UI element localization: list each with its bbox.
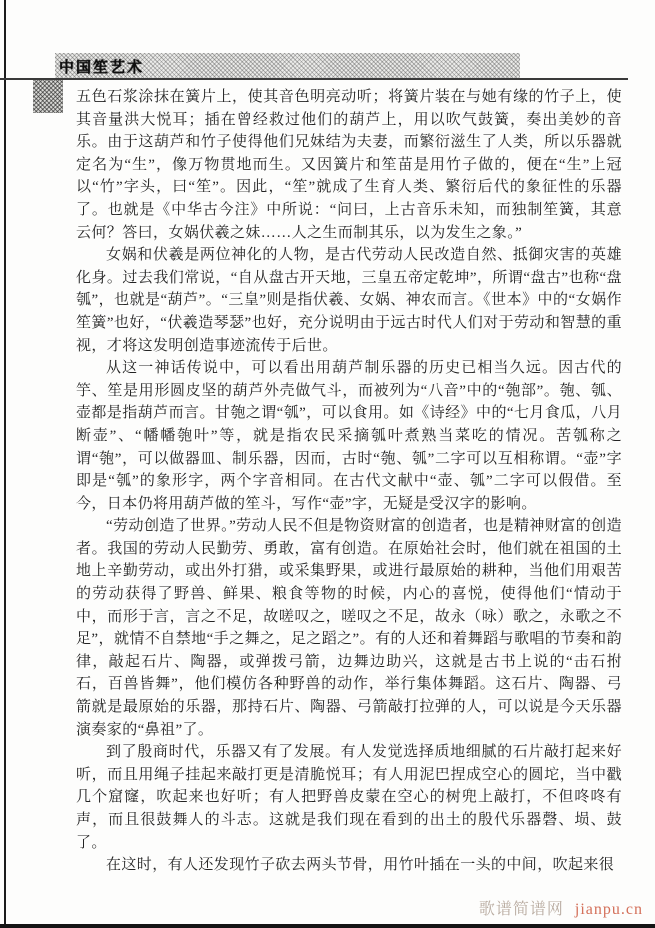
- scan-bottom-edge: [0, 924, 655, 928]
- body-paragraph: 在这时，有人还发现竹子砍去两头节骨，用竹叶插在一头的中间，吹起来很: [106, 857, 615, 874]
- watermark: [479, 896, 643, 919]
- book-title: 中国笙艺术: [59, 59, 145, 76]
- body-paragraph: 五色石浆涂抹在簧片上，使其音色明亮动听；将簧片装在与她有缘的竹子上，使其音量洪大悦耳；插在曾经救过他们的葫芦上，用以吹气鼓簧，奏出美妙的音乐。由于这葫芦和竹子使得他们兄妹结为夫妻，而繁衍滋生了人类，所以乐器就定名为“生”，像万物贯地而生。又因簧片和笙苗是用竹子做的，便在“生”上冠以“竹”字头，曰“笙”。因此，“笙”就成了生育人类、繁衍后代的象征性的乐器了。也就是《中华古今注》中所说：“问曰，上古音乐未知，而独制笙簧，其意云何？答曰，女娲伏羲之妹……人之生而制其乐，以为发生之象。”: [76, 89, 622, 241]
- page-number-block: [33, 80, 63, 113]
- body-paragraph: 女娲和伏羲是两位神化的人物，是古代劳动人民改造自然、抵御灾害的英雄化身。过去我们常说，“自从盘古开天地，三皇五帝定乾坤”，所谓“盘古”也称“盘瓠”，也就是“葫芦”。“三皇”则是指伏羲、女娲、神农而言。《世本》中的“女娲作笙簧”也好，“伏羲造琴瑟”也好，充分说明由于远古时代人们对于劳动和智慧的重视，才将这发明创造事迹流传于后世。: [76, 247, 622, 354]
- watermark-site-domain: jianpu.cn: [574, 901, 643, 918]
- body-paragraph: “劳动创造了世界。”劳动人民不但是物资财富的创造者，也是精神财富的创造者。我国的劳动人民勤劳、勇敢，富有创造。在原始社会时，他们就在祖国的土地上辛勤劳动，或出外打猎，或采集野果，或进行最原始的耕种，当他们用艰苦的劳动获得了野兽、鲜果、粮食等物的时候，内心的喜悦，使得他们“情动于中，而形于言，言之不足，故嗟叹之，嗟叹之不足，故永（咏）歌之，永歌之不足”，就情不自禁地“手之舞之，足之蹈之”。有的人还和着舞蹈与歌唱的节奏和韵律，敲起石片、陶器，或弹拨弓箭，边舞边助兴，这就是古书上说的“击石拊石，百兽皆舞”，他们模仿各种野兽的动作，举行集体舞蹈。这石片、陶器、弓箭就是最原始的乐器，那持石片、陶器、弓箭敲打拉弹的人，可以说是今天乐器演奏家的“鼻祖”了。: [76, 518, 622, 738]
- body-paragraph: 从这一神话传说中，可以看出用葫芦制乐器的历史已相当久远。因古代的竽、笙是用形圆皮坚的葫芦外壳做气斗，而被列为“八音”中的“匏部”。匏、瓠、壶都是指葫芦而言。甘匏之谓“瓠”，可以食用。如《诗经》中的“七月食瓜，八月断壶”、“幡幡匏叶”等，就是指农民采摘瓠叶煮熟当菜吃的情况。苦瓠称之谓“匏”，可以做器皿、制乐器，因而，古时“匏、瓠”二字可以互相称谓。“壶”字即是“瓠”的象形字，两个字音相同。在古代文献中“壶、瓠”二字可以假借。至今，日本仍将用葫芦做的笙斗，写作“壶”字，无疑是受汉字的影响。: [76, 360, 622, 512]
- chapter-header-band: [55, 53, 520, 79]
- page-body: [76, 86, 622, 877]
- page-edge-line: [4, 0, 6, 928]
- header-divider: [0, 78, 628, 80]
- body-paragraph: 到了殷商时代，乐器又有了发展。有人发觉选择质地细腻的石片敲打起来好听，而且用绳子挂起来敲打更是清脆悦耳；有人用泥巴捏成空心的圆坨，当中戳几个窟窿，吹起来也好听；有人把野兽皮蒙在空心的树兜上敲打，不但咚咚有声，而且很鼓舞人的斗志。这就是我们现在看到的出土的殷代乐器磬、埙、鼓了。: [76, 744, 622, 851]
- watermark-site-name: 歌谱简谱网: [478, 901, 564, 918]
